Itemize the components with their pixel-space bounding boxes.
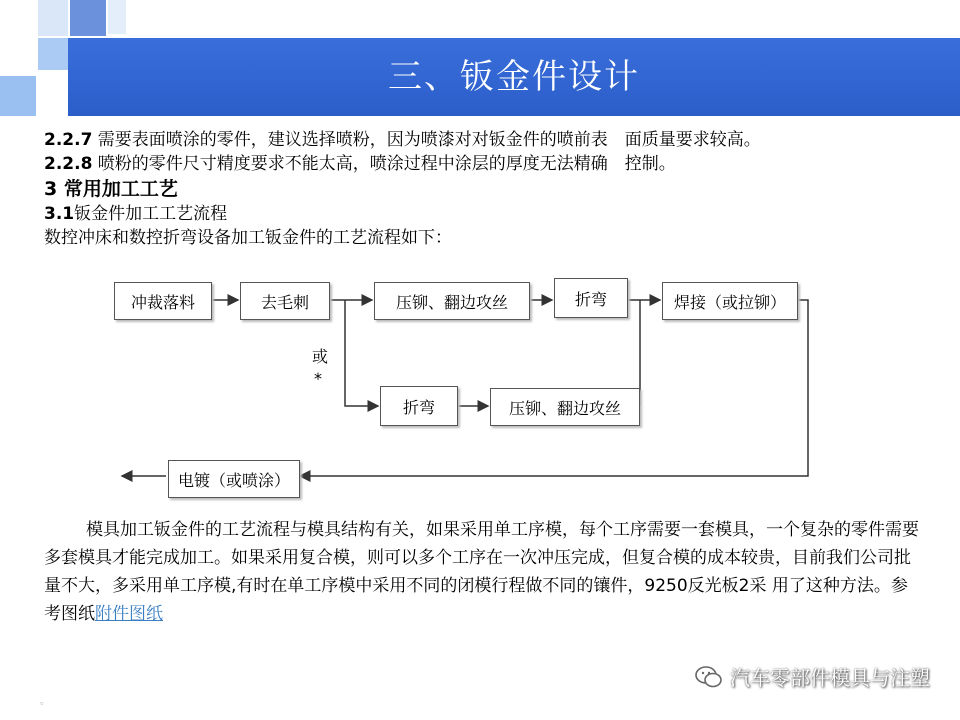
flow-box-riveting-tapping: 压铆、翻边攻丝 bbox=[374, 282, 530, 320]
process-flow-diagram bbox=[0, 270, 960, 510]
subsection-heading bbox=[44, 202, 944, 226]
section-heading: 3 常用加工工艺 bbox=[44, 178, 178, 200]
slide-title: 三、钣金件设计 bbox=[388, 57, 640, 97]
line-text: 钣金件加工工艺流程 bbox=[74, 204, 228, 224]
flow-box-deburring: 去毛刺 bbox=[240, 282, 330, 320]
flow-box-welding: 焊接（或拉铆） bbox=[662, 282, 798, 320]
intro-line: 数控冲床和数控折弯设备加工钣金件的工艺流程如下： bbox=[44, 228, 452, 248]
wechat-icon bbox=[694, 664, 724, 690]
section-number: 2.2.8 bbox=[44, 154, 93, 174]
flow-box-bending: 折弯 bbox=[554, 278, 628, 318]
footer-watermark bbox=[694, 662, 930, 691]
or-label: 或 bbox=[312, 347, 329, 366]
paragraph-text: 模具加工钣金件的工艺流程与模具结构有关，如果采用单工序模，每个工序需要一套模具，一个复杂的零件需要多套模具才能完成加工。如果采用复合模，则可以多个工序在一次冲压完成，但复合模的成本较贵，目前我们公司批量不大，多采用单工序模,有时在单工序模中采用不同的闭模行程做不同的镶件，9250反光板2采 用了这种方法。参考图纸 bbox=[44, 520, 919, 624]
decor-square bbox=[108, 0, 126, 34]
decor-square bbox=[38, 38, 70, 70]
decor-square bbox=[0, 76, 36, 116]
flow-box-plating: 电镀（或喷涂） bbox=[168, 460, 300, 498]
attachment-drawing-link[interactable]: 附件图纸 bbox=[95, 604, 163, 624]
text-line-227 bbox=[44, 128, 944, 152]
flow-box-blanking: 冲裁落料 bbox=[114, 282, 212, 320]
text-line-228 bbox=[44, 152, 944, 176]
content-block bbox=[44, 128, 944, 250]
line-text: 喷粉的零件尺寸精度要求不能太高，喷涂过程中涂层的厚度无法精确 控制。 bbox=[92, 154, 676, 174]
decor-square bbox=[70, 0, 106, 36]
body-paragraph bbox=[44, 516, 924, 628]
star-label: * bbox=[314, 369, 322, 388]
section-number: 2.2.7 bbox=[44, 130, 93, 150]
line-text: 需要表面喷涂的零件，建议选择喷粉，因为喷漆对对钣金件的喷前表 面质量要求较高。 bbox=[92, 130, 761, 150]
flow-box-bending-alt: 折弯 bbox=[380, 386, 458, 426]
section-number: 3.1 bbox=[44, 204, 75, 224]
decor-dot: 。 bbox=[40, 696, 50, 707]
footer-text: 汽车零部件模具与注塑 bbox=[730, 666, 930, 690]
decor-square bbox=[38, 0, 68, 36]
flow-box-riveting-tapping-alt: 压铆、翻边攻丝 bbox=[490, 388, 640, 426]
